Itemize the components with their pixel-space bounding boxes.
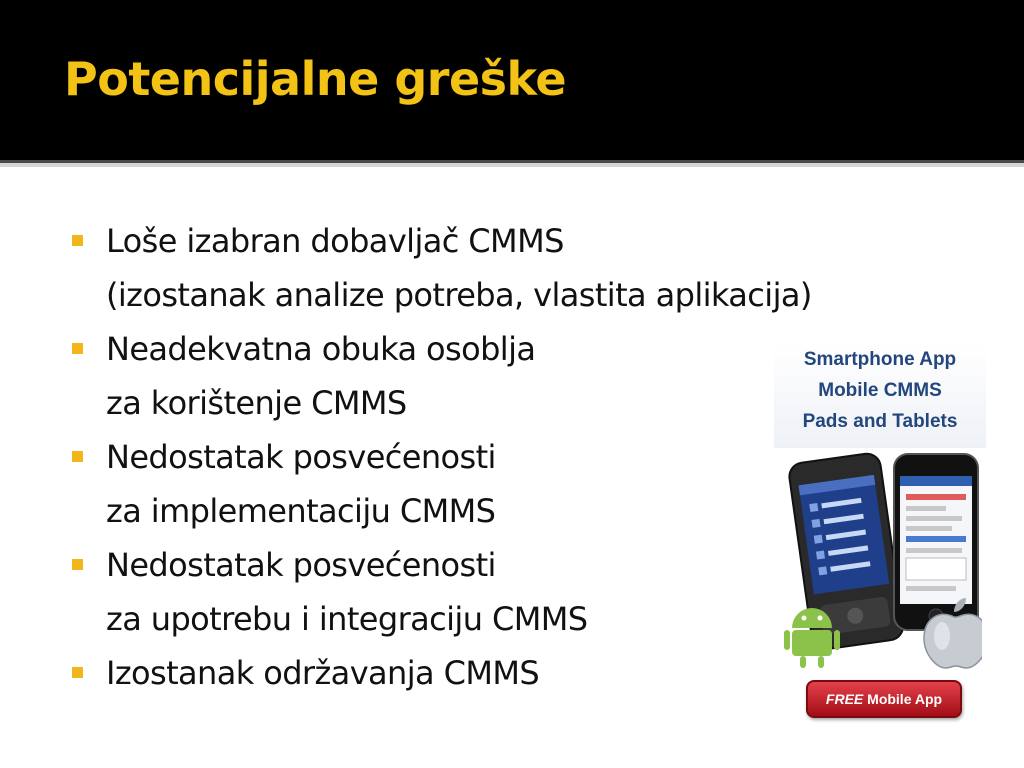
free-mobile-app-button	[806, 680, 962, 718]
bullet-text: Nedostatak posvećenosti	[106, 546, 496, 584]
phones-illustration	[782, 450, 982, 670]
mobile-app-promo-image	[774, 344, 986, 724]
bullet-text: Neadekvatna obuka osoblja	[106, 330, 536, 368]
bullet-square-icon	[72, 343, 83, 354]
bullet-square-icon	[72, 559, 83, 570]
promo-line: Mobile CMMS	[818, 380, 942, 401]
slide-header	[0, 0, 1024, 160]
bullet-text: Loše izabran dobavljač CMMS	[106, 222, 564, 260]
bullet-text-continued: za korištenje CMMS	[106, 384, 407, 422]
slide-title: Potencijalne greške	[64, 52, 567, 106]
bullet-text: Izostanak održavanja CMMS	[106, 654, 540, 692]
bullet-text: Nedostatak posvećenosti	[106, 438, 496, 476]
bullet-square-icon	[72, 667, 83, 678]
promo-line: Pads and Tablets	[802, 411, 958, 432]
bullet-square-icon	[72, 235, 83, 246]
promo-line: Smartphone App	[803, 349, 957, 370]
free-label: FREE	[825, 691, 864, 707]
bullet-square-icon	[72, 451, 83, 462]
promo-heading	[774, 344, 986, 448]
bullet-item	[72, 214, 972, 322]
bullet-text-continued: za upotrebu i integraciju CMMS	[106, 600, 588, 638]
bullet-text-continued: (izostanak analize potreba, vlastita aplikacija)	[106, 276, 812, 314]
mobile-app-label: Mobile App	[867, 691, 943, 707]
bullet-text-continued: za implementaciju CMMS	[106, 492, 496, 530]
header-divider-light	[0, 163, 1024, 167]
iphone-icon	[894, 454, 978, 630]
